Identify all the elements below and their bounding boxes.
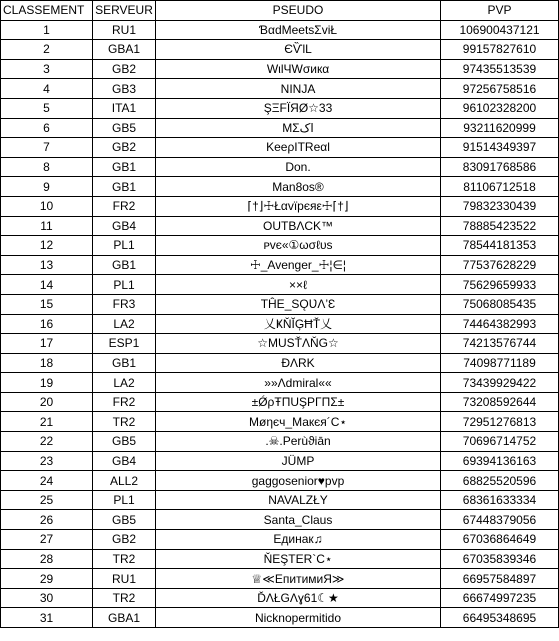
pvp-cell: 69394136163 — [441, 451, 559, 471]
pseudo-cell: gaggosenior♥pvp — [156, 471, 441, 491]
pvp-cell: 93211620999 — [441, 118, 559, 138]
rank-cell: 29 — [1, 569, 93, 589]
table-row — [1, 275, 559, 295]
rank-cell: 2 — [1, 40, 93, 60]
pvp-cell: 83091768586 — [441, 157, 559, 177]
table-row — [1, 588, 559, 608]
pvp-cell: 97256758516 — [441, 79, 559, 99]
rank-cell: 16 — [1, 314, 93, 334]
pvp-cell: 106900437121 — [441, 20, 559, 40]
rank-cell: 13 — [1, 255, 93, 275]
server-cell: LA2 — [93, 314, 156, 334]
pseudo-cell: OUTBΛCK™ — [156, 216, 441, 236]
pseudo-cell: KeeρITReαl — [156, 138, 441, 158]
table-row — [1, 59, 559, 79]
table-row — [1, 79, 559, 99]
pvp-cell: 96102328200 — [441, 98, 559, 118]
table-row — [1, 40, 559, 60]
pvp-cell: 67035839346 — [441, 549, 559, 569]
table-row — [1, 236, 559, 256]
server-cell: FR3 — [93, 294, 156, 314]
server-cell: GB5 — [93, 510, 156, 530]
server-cell: PL1 — [93, 236, 156, 256]
header-rank: CLASSEMENT — [1, 1, 93, 21]
pvp-cell: 68361633334 — [441, 490, 559, 510]
table-row — [1, 490, 559, 510]
pseudo-cell: ♕≪EпитимиЯ≫ — [156, 569, 441, 589]
pseudo-cell: ××ℓ — [156, 275, 441, 295]
table-row — [1, 451, 559, 471]
server-cell: GB2 — [93, 530, 156, 550]
table-row — [1, 471, 559, 491]
pseudo-cell: WιlЧWσикα — [156, 59, 441, 79]
pvp-cell: 70696714752 — [441, 432, 559, 452]
server-cell: GB1 — [93, 157, 156, 177]
server-cell: FR2 — [93, 392, 156, 412]
rank-cell: 18 — [1, 353, 93, 373]
table-row — [1, 294, 559, 314]
pseudo-cell: ЄѶƖL — [156, 40, 441, 60]
pvp-cell: 74098771189 — [441, 353, 559, 373]
pseudo-cell: ☩_Avenger_☩¦∈¦ — [156, 255, 441, 275]
pseudo-cell: NINJA — [156, 79, 441, 99]
rank-cell: 26 — [1, 510, 93, 530]
rank-cell: 4 — [1, 79, 93, 99]
pseudo-cell: Møηєч_Макєя´C⋆ — [156, 412, 441, 432]
rank-cell: 11 — [1, 216, 93, 236]
server-cell: GBA1 — [93, 608, 156, 628]
header-pseudo: PSEUDO — [156, 1, 441, 21]
pseudo-cell: TĤE_SǪƲΛ’Ɛ — [156, 294, 441, 314]
server-cell: TR2 — [93, 412, 156, 432]
pseudo-cell: ±ǾρŦΠUŞPΓΠΣ± — [156, 392, 441, 412]
server-cell: TR2 — [93, 549, 156, 569]
rank-cell: 15 — [1, 294, 93, 314]
pvp-cell: 74213576744 — [441, 334, 559, 354]
server-cell: GB4 — [93, 216, 156, 236]
rank-cell: 6 — [1, 118, 93, 138]
table-row — [1, 549, 559, 569]
pvp-cell: 91514349397 — [441, 138, 559, 158]
pseudo-cell: MΣاک — [156, 118, 441, 138]
server-cell: LA2 — [93, 373, 156, 393]
rank-cell: 20 — [1, 392, 93, 412]
table-row — [1, 569, 559, 589]
table-row — [1, 392, 559, 412]
server-cell: GB5 — [93, 118, 156, 138]
header-row — [1, 1, 559, 21]
table-row — [1, 177, 559, 197]
server-cell: RU1 — [93, 20, 156, 40]
table-row — [1, 530, 559, 550]
table-row — [1, 608, 559, 628]
table-row — [1, 157, 559, 177]
rank-cell: 22 — [1, 432, 93, 452]
server-cell: GB2 — [93, 59, 156, 79]
rank-cell: 14 — [1, 275, 93, 295]
pvp-cell: 67448379056 — [441, 510, 559, 530]
pvp-cell: 73208592644 — [441, 392, 559, 412]
rank-cell: 24 — [1, 471, 93, 491]
pseudo-cell: »»Λdmiral«« — [156, 373, 441, 393]
server-cell: PL1 — [93, 275, 156, 295]
pseudo-cell: ĎΛŁGΛɣ61☾★ — [156, 588, 441, 608]
rank-cell: 30 — [1, 588, 93, 608]
rank-cell: 3 — [1, 59, 93, 79]
rank-cell: 8 — [1, 157, 93, 177]
table-row — [1, 334, 559, 354]
pseudo-cell: .☠.Perùϑiān — [156, 432, 441, 452]
rank-cell: 9 — [1, 177, 93, 197]
pseudo-cell: Nicknopermitido — [156, 608, 441, 628]
server-cell: GB2 — [93, 138, 156, 158]
pseudo-cell: Man8os® — [156, 177, 441, 197]
table-row — [1, 196, 559, 216]
rank-cell: 23 — [1, 451, 93, 471]
server-cell: ITA1 — [93, 98, 156, 118]
pseudo-cell: ⌈†⌋☩Łαvïpєяε☩⌈†⌋ — [156, 196, 441, 216]
server-cell: GB3 — [93, 79, 156, 99]
server-cell: RU1 — [93, 569, 156, 589]
table-row — [1, 353, 559, 373]
table-row — [1, 216, 559, 236]
pvp-cell: 66674997235 — [441, 588, 559, 608]
rank-cell: 1 — [1, 20, 93, 40]
server-cell: FR2 — [93, 196, 156, 216]
rank-cell: 12 — [1, 236, 93, 256]
rank-cell: 21 — [1, 412, 93, 432]
header-server: SERVEUR — [93, 1, 156, 21]
table-row — [1, 118, 559, 138]
rank-cell: 7 — [1, 138, 93, 158]
pseudo-cell: Don. — [156, 157, 441, 177]
rank-cell: 17 — [1, 334, 93, 354]
server-cell: GB4 — [93, 451, 156, 471]
table-row — [1, 138, 559, 158]
pvp-cell: 97435513539 — [441, 59, 559, 79]
rank-cell: 10 — [1, 196, 93, 216]
server-cell: GB5 — [93, 432, 156, 452]
pseudo-cell: JÜMP — [156, 451, 441, 471]
pseudo-cell: Единак♫ — [156, 530, 441, 550]
table-row — [1, 373, 559, 393]
pvp-cell: 77537628229 — [441, 255, 559, 275]
pvp-cell: 67036864649 — [441, 530, 559, 550]
rank-cell: 19 — [1, 373, 93, 393]
server-cell: GB1 — [93, 353, 156, 373]
ranking-body — [1, 20, 559, 627]
pvp-cell: 72951276813 — [441, 412, 559, 432]
pvp-cell: 75068085435 — [441, 294, 559, 314]
table-row — [1, 20, 559, 40]
server-cell: PL1 — [93, 490, 156, 510]
rank-cell: 25 — [1, 490, 93, 510]
server-cell: ALL2 — [93, 471, 156, 491]
table-row — [1, 314, 559, 334]
rank-cell: 31 — [1, 608, 93, 628]
table-row — [1, 510, 559, 530]
pvp-cell: 73439929422 — [441, 373, 559, 393]
pvp-cell: 79832330439 — [441, 196, 559, 216]
pseudo-cell: ŞΞFÏЯØ☆33 — [156, 98, 441, 118]
table-row — [1, 98, 559, 118]
pvp-cell: 68825520596 — [441, 471, 559, 491]
table-row — [1, 255, 559, 275]
server-cell: GBA1 — [93, 40, 156, 60]
pseudo-cell: NAVALZŁY — [156, 490, 441, 510]
table-row — [1, 412, 559, 432]
server-cell: TR2 — [93, 588, 156, 608]
server-cell: ESP1 — [93, 334, 156, 354]
pseudo-cell: ᴩvє«①ωσℓυѕ — [156, 236, 441, 256]
pvp-cell: 78544181353 — [441, 236, 559, 256]
pvp-cell: 74464382993 — [441, 314, 559, 334]
header-pvp: PVP — [441, 1, 559, 21]
pseudo-cell: ƁαԁMeetsƩviŁ — [156, 20, 441, 40]
rank-cell: 27 — [1, 530, 93, 550]
rank-cell: 28 — [1, 549, 93, 569]
pseudo-cell: ŇEŞTER`C⋆ — [156, 549, 441, 569]
pvp-cell: 99157827610 — [441, 40, 559, 60]
server-cell: GB1 — [93, 177, 156, 197]
rank-cell: 5 — [1, 98, 93, 118]
pseudo-cell: 乂ҜŇĬĢĦŤ乂 — [156, 314, 441, 334]
pvp-cell: 78885423522 — [441, 216, 559, 236]
pvp-cell: 66495348695 — [441, 608, 559, 628]
server-cell: GB1 — [93, 255, 156, 275]
pvp-cell: 66957584897 — [441, 569, 559, 589]
pseudo-cell: ☆MUSŤΛŇG☆ — [156, 334, 441, 354]
pseudo-cell: ĐΛRK — [156, 353, 441, 373]
pvp-cell: 75629659933 — [441, 275, 559, 295]
table-row — [1, 432, 559, 452]
pseudo-cell: Santa_Claus — [156, 510, 441, 530]
pvp-cell: 81106712518 — [441, 177, 559, 197]
